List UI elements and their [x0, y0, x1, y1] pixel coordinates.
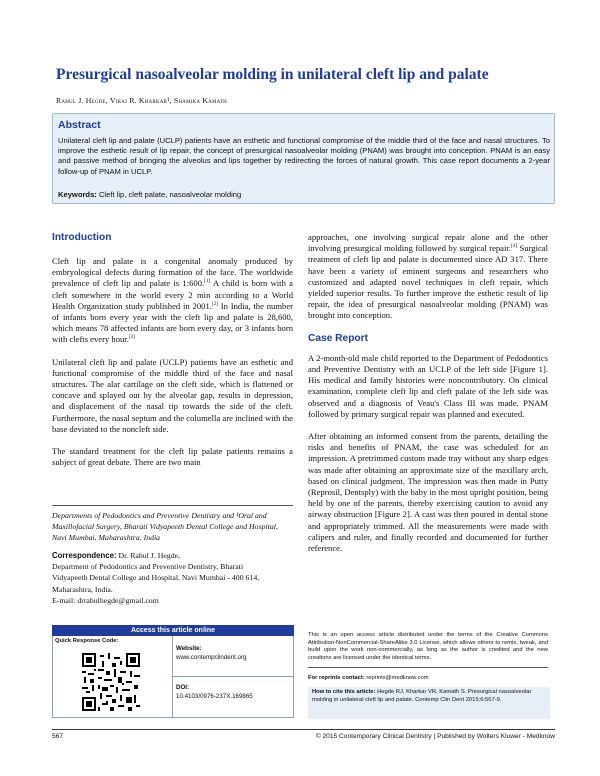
website-link[interactable]: www.contempclindent.org: [176, 653, 247, 661]
case-report-heading: Case Report: [308, 332, 369, 344]
citation-box: [308, 687, 550, 719]
doi-label: DOI:: [176, 684, 190, 691]
abstract-heading: Abstract: [58, 119, 101, 131]
left-column: [52, 256, 293, 479]
license-note: This is an open access article distributed under the terms of the Creative Commons Attribution-NonCommercial-ShareAlike 3.0 License, which allows others to remix, tweak, and build upon the work non-commercially, as long as the author is credited and the new creations are licensed under the identical terms.: [308, 632, 548, 668]
case-paragraph-1: A 2-month-old male child reported to the Department of Pedodontics and Preventive Dentistry with an UCLP of the left side [Figure 1]. His medical and family histories were noncontributory. On clinical examination, complete cleft lip and cleft palate of the left side was observed and a diagnosis of Veau's Class III was made. PNAM followed by primary surgical repair was planned and executed.: [308, 352, 548, 419]
doi-block: [176, 684, 253, 701]
citation-marker[interactable]: [3]: [128, 334, 135, 341]
website-label: Website:: [176, 645, 202, 652]
intro-paragraph-2: Unilateral cleft lip and palate (UCLP) patients have an esthetic and functional compromise of the middle third of the face and nasal structures. The alar cartilage on the cleft side, which is flattened or concave and splayed out by the alveolar gap, results in depression, and displacement of the nasal tip towards the side of the cleft. Furthermore, the nasal septum and the columella are inclined with the base deviated to the noncleft side.: [52, 356, 293, 434]
keywords-line: [58, 190, 241, 199]
reprints-line: [308, 675, 429, 681]
correspondence-line: Maharashtra, India.: [52, 584, 113, 594]
affiliation: Departments of Pedodontics and Preventive Dentistry and ¹Oral and Maxillofacial Surgery, Bharati Vidyapeeth Dental College and Hospital, Navi Mumbai, Maharashtra, India: [52, 505, 293, 544]
intro-paragraph-1: Cleft lip and palate is a congenital anomaly produced by embryological defects during formation of the face. The worldwide prevalence of cleft lip and palate is 1:600.[1] A child is born with a cleft somewhere in the world every 2 min according to a World Health Organization study published in 2001.[2] In India, the number of infants born every year with the cleft lip and palate is 28,600, which means 78 affected infants are born every day, or 3 infants born with clefts every hour.[3]: [52, 256, 293, 345]
qr-code-icon: [82, 653, 140, 711]
right-column: [308, 232, 548, 565]
doi-link[interactable]: 10.4103/0976-237X.169865: [176, 692, 253, 700]
qr-code-label: Quick Response Code:: [55, 638, 119, 644]
access-online-heading: Access this article online: [52, 625, 294, 636]
introduction-heading: Introduction: [52, 232, 112, 243]
access-divider-vertical: [172, 636, 173, 718]
intro-paragraph-3: The standard treatment for the cleft lip palate patients remains a subject of great debate. There are two main: [52, 446, 293, 468]
case-paragraph-2: After obtaining an informed consent from the parents, detailing the risks and benefits of PNAM, the case was scheduled for an impression. A pretrimmed custom made tray without any sharp edges was made after obtaining an approximate size of the maxillary arch, based on clinical judgment. The impression was then made in Putty (Reprosil, Dentsply) with the baby in the most upright position, being held by one of the parents, thereby exercising caution to avoid any airway obstruction [Figure 2]. A cast was then poured in dental stone and appropriately trimmed. All the measurements were made with calipers and ruler, and finally recorded and documented for further reference.: [308, 431, 548, 554]
correspondence-line: Vidyapeeth Dental College and Hospital, Navi Mumbai - 400 614,: [52, 573, 260, 583]
footer-copyright: © 2015 Contemporary Clinical Dentistry | Published by Wolters Kluwer - Medknow: [315, 733, 555, 740]
correspondence-email[interactable]: E-mail: drrahulhegde@gmail.com: [52, 595, 159, 605]
citation-marker[interactable]: [1]: [204, 278, 211, 285]
footer-rule: [52, 729, 555, 730]
correspondence-label: Correspondence:: [52, 551, 117, 560]
website-block: [176, 645, 247, 662]
correspondence: [52, 550, 293, 606]
citation-marker[interactable]: [4]: [510, 243, 517, 250]
citation-marker[interactable]: [2]: [211, 300, 218, 307]
reprints-email[interactable]: reprints@medknow.com: [366, 675, 429, 681]
keywords-value: Cleft lip, cleft palate, nasoalveolar molding: [98, 190, 242, 199]
reprints-label: For reprints contact:: [308, 675, 365, 681]
intro-paragraph-4: approaches, one involving surgical repair alone and the other involving presurgical molding followed by surgical repair.[4] Surgical treatment of cleft lip and palate is documented since AD 317. There have been a variety of eminent surgeons and researchers who customized and adapted novel techniques in cleft repair, which yielded superior results. To further improve the esthetic result of lip repair, the idea of presurgical nasoalveolar molding (PNAM) was brought into conception.: [308, 232, 549, 321]
access-divider-horizontal: [172, 676, 294, 677]
correspondence-line: Department of Pedodontics and Preventive Dentistry, Bharati: [52, 562, 244, 572]
abstract-text: Unilateral cleft lip and palate (UCLP) patients have an esthetic and functional compromise of the middle third of the face and nasal structures. To improve the esthetic result of lip repair, the concept of presurgical nasoalveolar molding (PNAM) was brought into conception. PNAM is an easy and passive method of bringing the alveolus and lips together by redirecting the forces of natural growth. This case report documents a 2-year follow-up of PNAM in UCLP.: [58, 136, 550, 176]
keywords-label: Keywords:: [58, 190, 97, 199]
citation-text: Hegde RJ, Kharkar VR, Kamath S. Presurgical nasoalveolar molding in unilateral cleft lip and palate. Contemp Clin Dent 2015;6:567-9.: [312, 689, 532, 703]
correspondence-name: Dr. Rahul J. Hegde,: [118, 551, 181, 560]
citation-label: How to cite this article:: [312, 689, 376, 695]
article-title: Presurgical nasoalveolar molding in unilateral cleft lip and palate: [56, 66, 489, 83]
page-number: 567: [52, 733, 64, 740]
author-list: Rahul J. Hegde, Viraj R. Kharkar¹, Shamika Kamath: [56, 96, 227, 105]
